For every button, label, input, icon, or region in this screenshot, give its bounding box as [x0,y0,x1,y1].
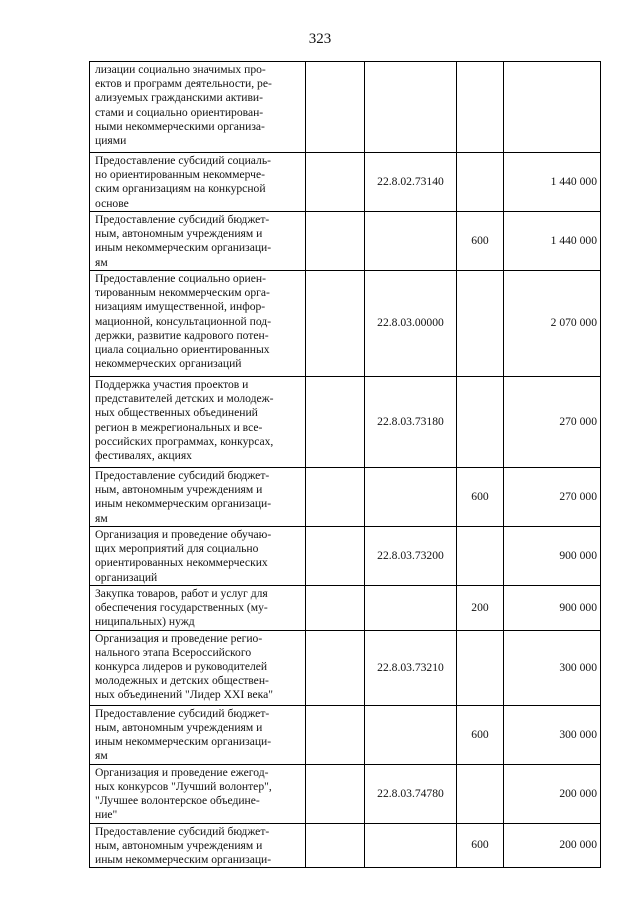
amount-cell: 200 000 [504,823,601,868]
description-line: низациям имущественной, инфор- [95,300,266,314]
table-row [90,764,601,823]
description-line: представителей детских и молодеж- [95,392,274,406]
description-line: Организация и проведение регио- [95,631,263,645]
description-line: ным, автономным учреждениям и [95,483,263,497]
expense-type-code [457,153,504,212]
target-article-code [365,823,457,868]
description-line: иным некоммерческим организаци- [95,853,272,867]
description-line: "Лучшее волонтерское объедине- [95,794,260,808]
description-line: Закупка товаров, работ и услуг для [95,587,268,600]
table-row [90,586,601,631]
target-article-code [365,62,457,153]
description-line: Организация и проведение ежегод- [95,765,269,779]
empty-cell [306,153,365,212]
description-line: ектов и программ деятельности, ре- [95,77,272,91]
description-line: иным некоммерческим организаци- [95,241,272,255]
amount-cell: 2 070 000 [504,271,601,377]
table-row [90,468,601,527]
expense-type-code: 600 [457,823,504,868]
amount-cell: 300 000 [504,705,601,764]
empty-cell [306,212,365,271]
table-row [90,630,601,705]
target-article-code [365,586,457,631]
description-line: ям [95,511,108,525]
table-row [90,823,601,868]
row-description [90,586,306,631]
description-line: ние" [95,808,118,822]
description-line: тированным некоммерческим орга- [95,286,270,300]
description-line: ными некоммерческими организа- [95,119,265,133]
description-line: Предоставление субсидий социаль- [95,154,271,167]
page-number: 323 [308,31,332,47]
target-article-code: 22.8.02.73140 [365,153,457,212]
target-article-code [365,212,457,271]
description-line: нального этапа Всероссийского [95,645,252,659]
expense-type-code [457,377,504,468]
empty-cell [306,630,365,705]
amount-cell: 1 440 000 [504,212,601,271]
table-row [90,377,601,468]
description-line: лизации социально значимых про- [95,63,266,76]
target-article-code [365,705,457,764]
table-row [90,705,601,764]
target-article-code: 22.8.03.00000 [365,271,457,377]
amount-cell: 1 440 000 [504,153,601,212]
expense-type-code [457,271,504,377]
amount-cell [504,62,601,153]
expense-type-code: 600 [457,212,504,271]
row-description [90,468,306,527]
description-line: стами и социально ориентирован- [95,105,264,119]
row-description [90,271,306,377]
description-line: Предоставление субсидий бюджет- [95,706,270,720]
empty-cell [306,705,365,764]
row-description [90,764,306,823]
description-line: Предоставление субсидий бюджет- [95,824,270,838]
empty-cell [306,764,365,823]
description-line: Поддержка участия проектов и [95,378,249,391]
description-line: Предоставление субсидий бюджет- [95,213,270,226]
amount-cell: 900 000 [504,527,601,586]
empty-cell [306,586,365,631]
row-description [90,630,306,705]
description-line: молодежных и детских обществен- [95,674,269,688]
description-line: но ориентированным некоммерче- [95,168,265,182]
amount-cell: 200 000 [504,764,601,823]
table-row [90,212,601,271]
description-line: держки, развитие кадрового потен- [95,328,269,342]
amount-cell: 300 000 [504,630,601,705]
table-row [90,153,601,212]
expense-type-code: 600 [457,468,504,527]
description-line: ным, автономным учреждениям и [95,227,263,241]
amount-cell: 270 000 [504,377,601,468]
description-line: мационной, консультационной под- [95,314,272,328]
empty-cell [306,823,365,868]
description-line: Предоставление субсидий бюджет- [95,469,270,482]
description-line: основе [95,196,129,210]
budget-table [89,61,601,868]
description-line: ориентированных некоммерческих [95,556,268,570]
expense-type-code: 200 [457,586,504,631]
description-line: иным некоммерческим организаци- [95,735,272,749]
table-row [90,62,601,153]
amount-cell: 900 000 [504,586,601,631]
description-line: ным, автономным учреждениям и [95,720,263,734]
row-description [90,212,306,271]
empty-cell [306,468,365,527]
description-line: иным некоммерческим организаци- [95,497,272,511]
description-line: регион в межрегиональных и все- [95,420,263,434]
description-line: организаций [95,570,158,584]
target-article-code: 22.8.03.74780 [365,764,457,823]
description-line: ализуемых гражданскими активи- [95,91,264,105]
row-description [90,527,306,586]
empty-cell [306,271,365,377]
amount-cell: 270 000 [504,468,601,527]
empty-cell [306,377,365,468]
description-line: Организация и проведение обучаю- [95,528,272,541]
description-line: обеспечения государственных (му- [95,601,268,615]
description-line: некоммерческих организаций [95,357,242,371]
description-line: ниципальных) нужд [95,615,195,629]
row-description [90,153,306,212]
empty-cell [306,62,365,153]
table-row [90,527,601,586]
empty-cell [306,527,365,586]
expense-type-code: 600 [457,705,504,764]
expense-type-code [457,527,504,586]
description-line: ям [95,255,108,269]
description-line: российских программах, конкурсах, [95,434,274,448]
target-article-code [365,468,457,527]
table-row [90,271,601,377]
expense-type-code [457,62,504,153]
description-line: щих мероприятий для социально [95,542,259,556]
description-line: ных общественных объединений [95,406,258,420]
description-line: фестивалях, акциях [95,449,192,463]
target-article-code: 22.8.03.73210 [365,630,457,705]
description-line: ных объединений "Лидер XXI века" [95,688,273,702]
expense-type-code [457,764,504,823]
row-description [90,377,306,468]
expense-type-code [457,630,504,705]
description-line: циала социально ориентированных [95,343,270,357]
description-line: циями [95,134,127,148]
description-line: ным, автономным учреждениям и [95,838,263,852]
row-description [90,705,306,764]
row-description [90,823,306,868]
description-line: ных конкурсов "Лучший волонтер", [95,779,272,793]
description-line: конкурса лидеров и руководителей [95,660,268,674]
description-line: Предоставление социально ориен- [95,272,266,285]
description-line: ским организациям на конкурсной [95,182,266,196]
target-article-code: 22.8.03.73180 [365,377,457,468]
row-description [90,62,306,153]
description-line: ям [95,749,108,763]
target-article-code: 22.8.03.73200 [365,527,457,586]
